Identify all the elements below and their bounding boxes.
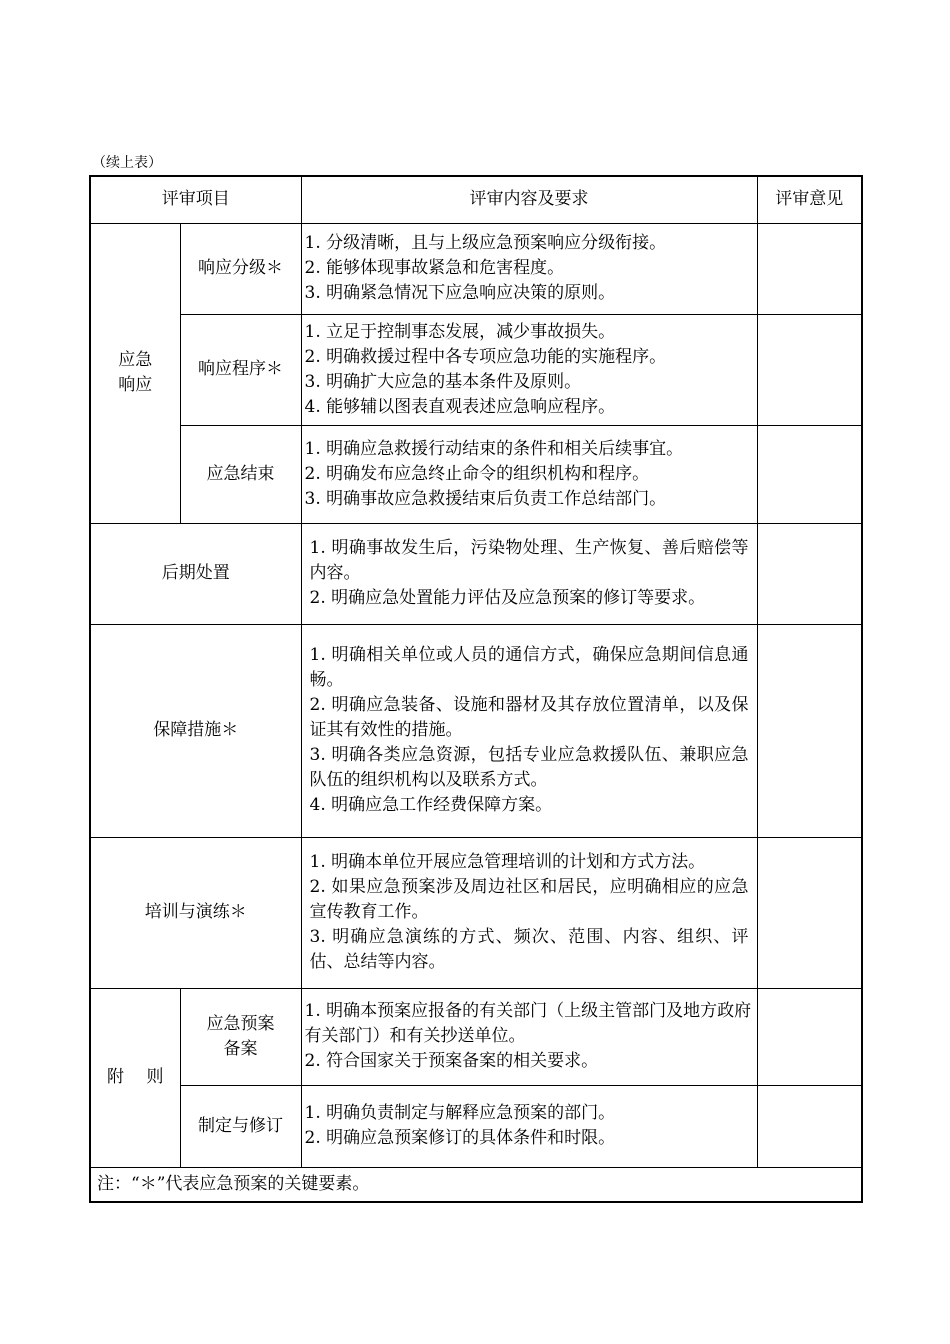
sub-item: 响应程序＊ [180,314,301,425]
table-row [90,223,862,314]
table-row [90,1085,862,1167]
header-item: 评审项目 [90,176,301,223]
sub-item: 应急预案 备案 [180,988,301,1085]
item-aftermath: 后期处置 [90,523,301,624]
group-emergency-response: 应急 响应 [90,223,180,523]
note-row [90,1167,862,1202]
header-content: 评审内容及要求 [301,176,757,223]
table-row [90,314,862,425]
review-table [89,175,863,1203]
content-cell: 1. 明确本单位开展应急管理培训的计划和方式方法。 2. 如果应急预案涉及周边社区和居民，应明确相应的应急宣传教育工作。 3. 明确应急演练的方式、频次、范围、内容、组织、评估、总结等内容。 [301,837,757,988]
header-opinion: 评审意见 [757,176,862,223]
item-safeguards: 保障措施＊ [90,624,301,837]
footnote: 注：“＊”代表应急预案的关键要素。 [90,1167,862,1202]
opinion-cell [757,425,862,523]
table-row [90,523,862,624]
content-cell: 1. 明确事故发生后，污染物处理、生产恢复、善后赔偿等内容。 2. 明确应急处置能力评估及应急预案的修订等要求。 [301,523,757,624]
opinion-cell [757,988,862,1085]
opinion-cell [757,624,862,837]
opinion-cell [757,837,862,988]
item-training: 培训与演练＊ [90,837,301,988]
table-caption: （续上表） [92,155,162,171]
opinion-cell [757,523,862,624]
content-cell: 1. 明确相关单位或人员的通信方式，确保应急期间信息通畅。 2. 明确应急装备、设施和器材及其存放位置清单，以及保证其有效性的措施。 3. 明确各类应急资源，包括专业应急救援队伍、兼职应急队伍的组织机构以及联系方式。 4. 明确应急工作经费保障方案。 [301,624,757,837]
sub-item: 响应分级＊ [180,223,301,314]
opinion-cell [757,314,862,425]
content-cell: 1. 分级清晰，且与上级应急预案响应分级衔接。 2. 能够体现事故紧急和危害程度。 3. 明确紧急情况下应急响应决策的原则。 [301,223,757,314]
table-row [90,624,862,837]
content-cell: 1. 明确本预案应报备的有关部门（上级主管部门及地方政府有关部门）和有关抄送单位。 2. 符合国家关于预案备案的相关要求。 [301,988,757,1085]
opinion-cell [757,223,862,314]
sub-item: 应急结束 [180,425,301,523]
table-row [90,988,862,1085]
group-appendix: 附 则 [90,988,180,1167]
opinion-cell [757,1085,862,1167]
table-row [90,425,862,523]
table-header-row [90,176,862,223]
sub-item: 制定与修订 [180,1085,301,1167]
table-row [90,837,862,988]
content-cell: 1. 明确应急救援行动结束的条件和相关后续事宜。 2. 明确发布应急终止命令的组织机构和程序。 3. 明确事故应急救援结束后负责工作总结部门。 [301,425,757,523]
content-cell: 1. 立足于控制事态发展，减少事故损失。 2. 明确救援过程中各专项应急功能的实施程序。 3. 明确扩大应急的基本条件及原则。 4. 能够辅以图表直观表述应急响应程序。 [301,314,757,425]
content-cell: 1. 明确负责制定与解释应急预案的部门。 2. 明确应急预案修订的具体条件和时限。 [301,1085,757,1167]
